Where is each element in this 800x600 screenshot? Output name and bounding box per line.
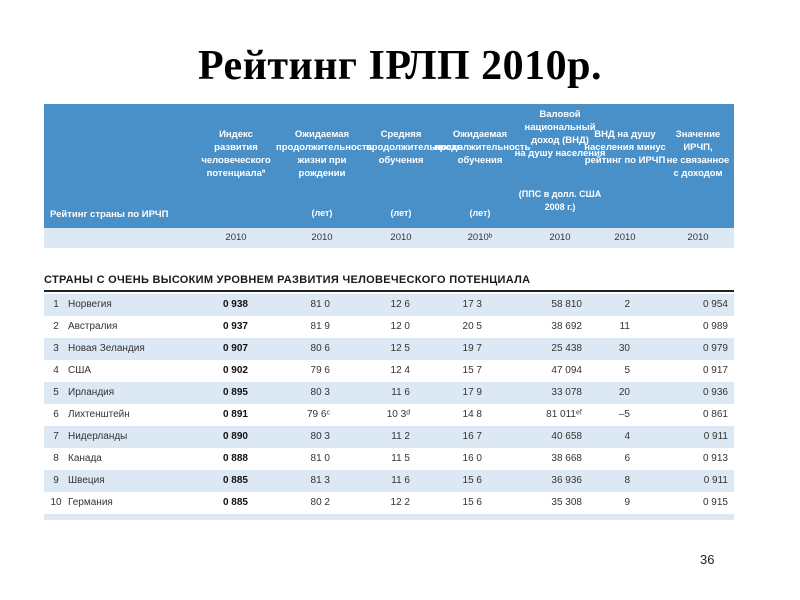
cell-mean-school: 12 2 xyxy=(390,497,410,508)
cell-hdi: 0 891 xyxy=(222,409,248,420)
cell-rank: 10 xyxy=(50,497,62,508)
year-cell: 2010ᵇ xyxy=(467,232,493,243)
table-row xyxy=(44,360,734,382)
cell-country: Канада xyxy=(68,453,102,464)
cell-exp-school: 15 6 xyxy=(462,475,482,486)
cell-country: США xyxy=(68,365,92,376)
cell-rank: 3 xyxy=(53,343,59,354)
cell-exp-school: 16 7 xyxy=(462,431,482,442)
cell-hdi: 0 890 xyxy=(222,431,248,442)
header-unit: (лет) xyxy=(469,208,491,218)
cell-diff: 11 xyxy=(619,321,630,332)
cell-country: Австралия xyxy=(68,321,118,332)
year-cell: 2010 xyxy=(614,232,636,243)
cell-nonincome: 0 911 xyxy=(703,475,728,486)
cell-life: 81 0 xyxy=(310,453,330,464)
cell-diff: 2 xyxy=(624,299,630,310)
cell-exp-school: 14 8 xyxy=(462,409,482,420)
cell-exp-school: 16 0 xyxy=(462,453,482,464)
table-row xyxy=(44,316,734,338)
cell-nonincome: 0 915 xyxy=(702,497,728,508)
year-cell: 2010 xyxy=(687,232,709,243)
cell-gni: 38 692 xyxy=(551,321,582,332)
table-row xyxy=(44,426,734,448)
cell-life: 80 3 xyxy=(310,387,330,398)
year-row xyxy=(44,228,734,248)
cell-life: 80 3 xyxy=(310,431,330,442)
header-col: ВНД на душу населения минус рейтинг по ИРЧП xyxy=(584,129,666,166)
cell-country: Новая Зеландия xyxy=(68,343,145,354)
cell-hdi: 0 938 xyxy=(222,299,248,310)
header-unit: (ППС в долл. США 2008 г.) xyxy=(518,189,602,212)
cell-life: 80 2 xyxy=(310,497,330,508)
header-rank: Рейтинг страны по ИРЧП xyxy=(50,209,169,220)
header-col: Средняя продолжительность обучения xyxy=(366,129,463,166)
header-col: Значение ИРЧП, не связанное с доходом xyxy=(666,129,730,179)
cell-diff: 30 xyxy=(618,343,630,354)
cell-mean-school: 12 0 xyxy=(390,321,410,332)
cell-hdi: 0 907 xyxy=(222,343,248,354)
cell-diff: –5 xyxy=(618,409,630,420)
cell-hdi: 0 895 xyxy=(222,387,248,398)
slide-title: Рейтинг ІРЛП 2010р. xyxy=(197,43,603,89)
cell-exp-school: 17 3 xyxy=(462,299,482,310)
cell-life: 81 0 xyxy=(310,299,330,310)
cell-nonincome: 0 911 xyxy=(703,431,728,442)
cell-life: 81 3 xyxy=(310,475,330,486)
cell-life: 81 9 xyxy=(310,321,330,332)
cell-rank: 5 xyxy=(53,387,59,398)
cell-exp-school: 15 7 xyxy=(462,365,482,376)
cell-gni: 35 308 xyxy=(551,497,582,508)
cell-gni: 33 078 xyxy=(551,387,582,398)
cell-diff: 20 xyxy=(618,387,630,398)
page-number: 36 xyxy=(700,552,715,567)
cell-mean-school: 12 4 xyxy=(390,365,410,376)
table-row xyxy=(44,470,734,492)
cell-nonincome: 0 936 xyxy=(702,387,728,398)
hdi-table xyxy=(44,104,734,520)
cell-hdi: 0 937 xyxy=(222,321,248,332)
cell-nonincome: 0 989 xyxy=(702,321,728,332)
table-header xyxy=(44,104,734,228)
cell-rank: 4 xyxy=(53,365,59,376)
cell-hdi: 0 888 xyxy=(222,453,248,464)
cell-nonincome: 0 979 xyxy=(702,343,728,354)
cell-exp-school: 20 5 xyxy=(462,321,482,332)
cell-diff: 4 xyxy=(624,431,630,442)
header-col: Индекс развития человеческого потенциалаª xyxy=(201,129,271,179)
cell-gni: 25 438 xyxy=(551,343,582,354)
section-divider xyxy=(44,290,734,292)
year-cell: 2010 xyxy=(225,232,247,243)
cell-diff: 5 xyxy=(624,365,630,376)
cell-nonincome: 0 861 xyxy=(702,409,728,420)
cell-rank: 2 xyxy=(53,321,59,332)
cell-exp-school: 15 6 xyxy=(462,497,482,508)
table-bottom-strip xyxy=(44,514,734,520)
cell-life: 79 6 xyxy=(310,365,330,376)
year-cell: 2010 xyxy=(311,232,333,243)
cell-country: Норвегия xyxy=(68,299,112,310)
cell-hdi: 0 902 xyxy=(222,365,248,376)
cell-mean-school: 11 5 xyxy=(391,453,410,464)
cell-mean-school: 12 5 xyxy=(390,343,410,354)
cell-country: Ирландия xyxy=(68,387,115,398)
table-row xyxy=(44,448,734,470)
table-row xyxy=(44,404,734,426)
cell-country: Германия xyxy=(68,497,113,508)
cell-country: Лихтенштейн xyxy=(68,409,130,420)
cell-hdi: 0 885 xyxy=(222,497,248,508)
cell-mean-school: 11 2 xyxy=(391,431,410,442)
cell-rank: 6 xyxy=(53,409,59,420)
cell-country: Нидерланды xyxy=(68,431,128,442)
cell-exp-school: 19 7 xyxy=(462,343,482,354)
header-unit: (лет) xyxy=(311,208,333,218)
cell-mean-school: 10 3ᵈ xyxy=(386,409,410,420)
year-cell: 2010 xyxy=(549,232,571,243)
cell-gni: 36 936 xyxy=(551,475,582,486)
cell-mean-school: 12 6 xyxy=(390,299,410,310)
cell-mean-school: 11 6 xyxy=(391,387,410,398)
header-col: Валовой национальный доход (ВНД) на душу населения xyxy=(514,109,606,159)
cell-gni: 40 658 xyxy=(551,431,582,442)
cell-hdi: 0 885 xyxy=(222,475,248,486)
cell-nonincome: 0 917 xyxy=(702,365,728,376)
cell-life: 79 6ᶜ xyxy=(306,409,330,420)
table-row xyxy=(44,294,734,316)
table-row xyxy=(44,492,734,514)
cell-diff: 6 xyxy=(624,453,630,464)
header-unit: (лет) xyxy=(390,208,412,218)
cell-rank: 7 xyxy=(53,431,59,442)
cell-diff: 9 xyxy=(624,497,630,508)
cell-mean-school: 11 6 xyxy=(391,475,410,486)
cell-life: 80 6 xyxy=(310,343,330,354)
table-row xyxy=(44,338,734,360)
cell-gni: 47 094 xyxy=(551,365,582,376)
cell-gni: 81 011ᵉᶠ xyxy=(546,409,582,420)
cell-country: Швеция xyxy=(68,475,105,486)
cell-rank: 8 xyxy=(53,453,59,464)
header-col: Ожидаемая продолжительность жизни при рождении xyxy=(276,129,373,179)
cell-rank: 9 xyxy=(53,475,59,486)
cell-gni: 58 810 xyxy=(551,299,582,310)
year-cell: 2010 xyxy=(390,232,412,243)
cell-gni: 38 668 xyxy=(551,453,582,464)
cell-nonincome: 0 954 xyxy=(702,299,728,310)
cell-rank: 1 xyxy=(53,299,59,310)
header-col: Ожидаемая продолжительность обучения xyxy=(434,129,531,166)
table-row xyxy=(44,382,734,404)
cell-nonincome: 0 913 xyxy=(702,453,728,464)
cell-exp-school: 17 9 xyxy=(462,387,482,398)
section-title: СТРАНЫ С ОЧЕНЬ ВЫСОКИМ УРОВНЕМ РАЗВИТИЯ ЧЕЛОВЕЧЕСКОГО ПОТЕНЦИАЛА xyxy=(44,274,531,286)
cell-diff: 8 xyxy=(624,475,630,486)
